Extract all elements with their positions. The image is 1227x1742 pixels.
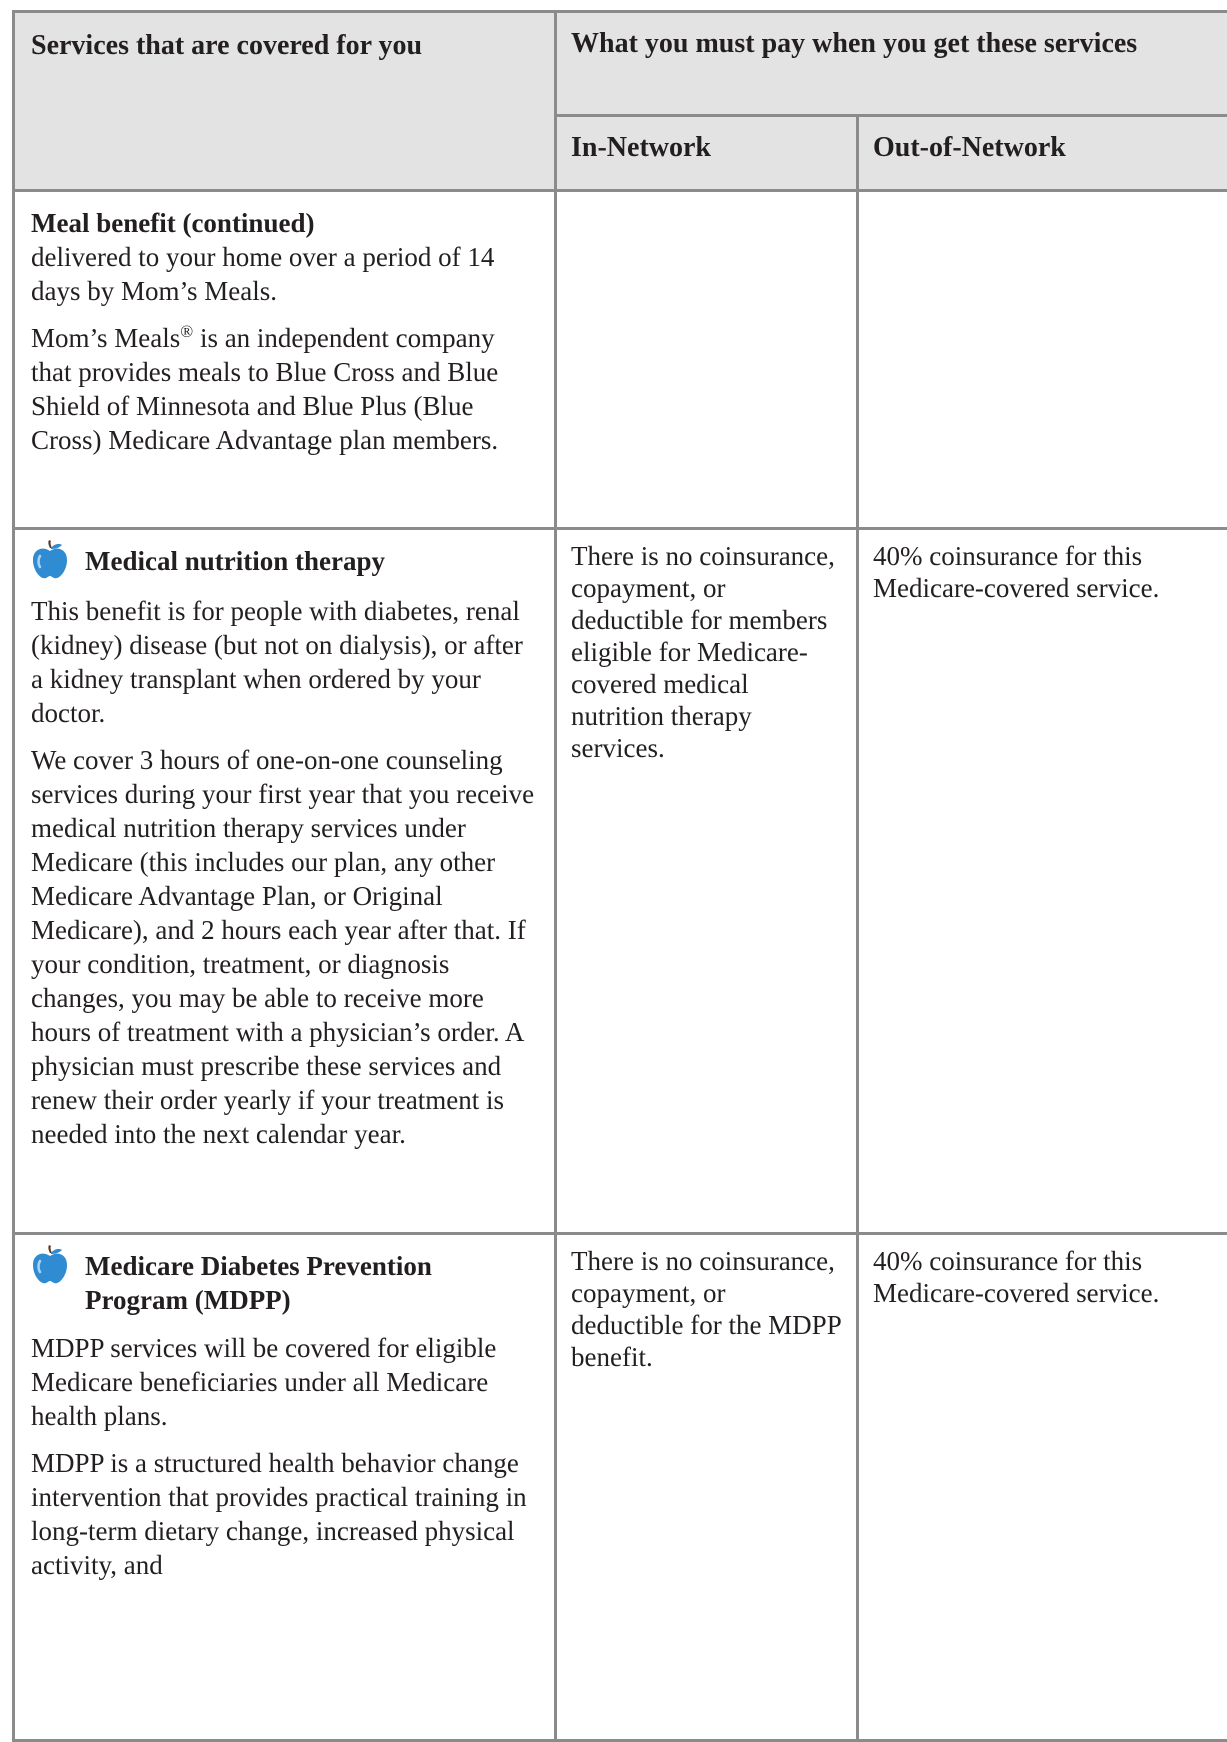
- header-row: [14, 12, 1227, 116]
- service-paragraph: delivered to your home over a period of 14 days by Mom’s Meals.: [31, 240, 538, 308]
- payment-column-header: What you must pay when you get these services: [556, 12, 1227, 116]
- apple-icon: [31, 540, 69, 580]
- benefits-table: [12, 10, 1227, 1742]
- in-network-cell: There is no coinsurance, copayment, or deductible for the MDPP benefit.: [556, 1234, 858, 1741]
- service-paragraph: This benefit is for people with diabetes, renal (kidney) disease (but not on dialysis), or after a kidney transplant when ordered by your doctor.: [31, 594, 538, 730]
- in-network-header: In-Network: [556, 115, 858, 190]
- company-name: Mom’s Meals: [31, 323, 180, 353]
- service-heading: [31, 1249, 538, 1317]
- in-network-cell: There is no coinsurance, copayment, or deductible for members eligible for Medicare-covered medical nutrition therapy services.: [556, 529, 858, 1234]
- service-paragraph: MDPP services will be covered for eligible Medicare beneficiaries under all Medicare health plans.: [31, 1331, 538, 1433]
- service-heading: [31, 544, 538, 580]
- apple-icon: [31, 1245, 69, 1285]
- service-cell: [14, 191, 556, 529]
- company-description: is an independent company that provides meals to Blue Cross and Blue Shield of Minnesota and Blue Plus (Blue Cross) Medicare Advantage plan members.: [31, 323, 498, 455]
- table-row: [14, 529, 1227, 1234]
- service-title: Medicare Diabetes Prevention Program (MDPP): [85, 1249, 538, 1317]
- service-paragraph: We cover 3 hours of one-on-one counseling services during your first year that you receive medical nutrition therapy services under Medicare (this includes our plan, any other Medicare Advantage Plan, or Original Medicare), and 2 hours each year after that. If your condition, treatment, or diagnosis changes, you may be able to receive more hours of treatment with a physician’s order. A physician must prescribe these services and renew their order yearly if your treatment is needed into the next calendar year.: [31, 743, 538, 1151]
- out-of-network-cell: 40% coinsurance for this Medicare-covered service.: [858, 529, 1227, 1234]
- out-of-network-cell: [858, 191, 1227, 529]
- table-row: [14, 191, 1227, 529]
- service-title: Medical nutrition therapy: [85, 544, 385, 578]
- service-cell: [14, 529, 556, 1234]
- out-of-network-header: Out-of-Network: [858, 115, 1227, 190]
- service-title: Meal benefit (continued): [31, 206, 538, 240]
- out-of-network-cell: 40% coinsurance for this Medicare-covered service.: [858, 1234, 1227, 1741]
- service-paragraph: MDPP is a structured health behavior change intervention that provides practical training in long-term dietary change, increased physical activity, and: [31, 1446, 538, 1582]
- service-cell: [14, 1234, 556, 1741]
- services-column-header: Services that are covered for you: [14, 12, 556, 191]
- in-network-cell: [556, 191, 858, 529]
- service-paragraph: [31, 321, 538, 457]
- table-row: [14, 1234, 1227, 1741]
- registered-mark: ®: [180, 322, 193, 341]
